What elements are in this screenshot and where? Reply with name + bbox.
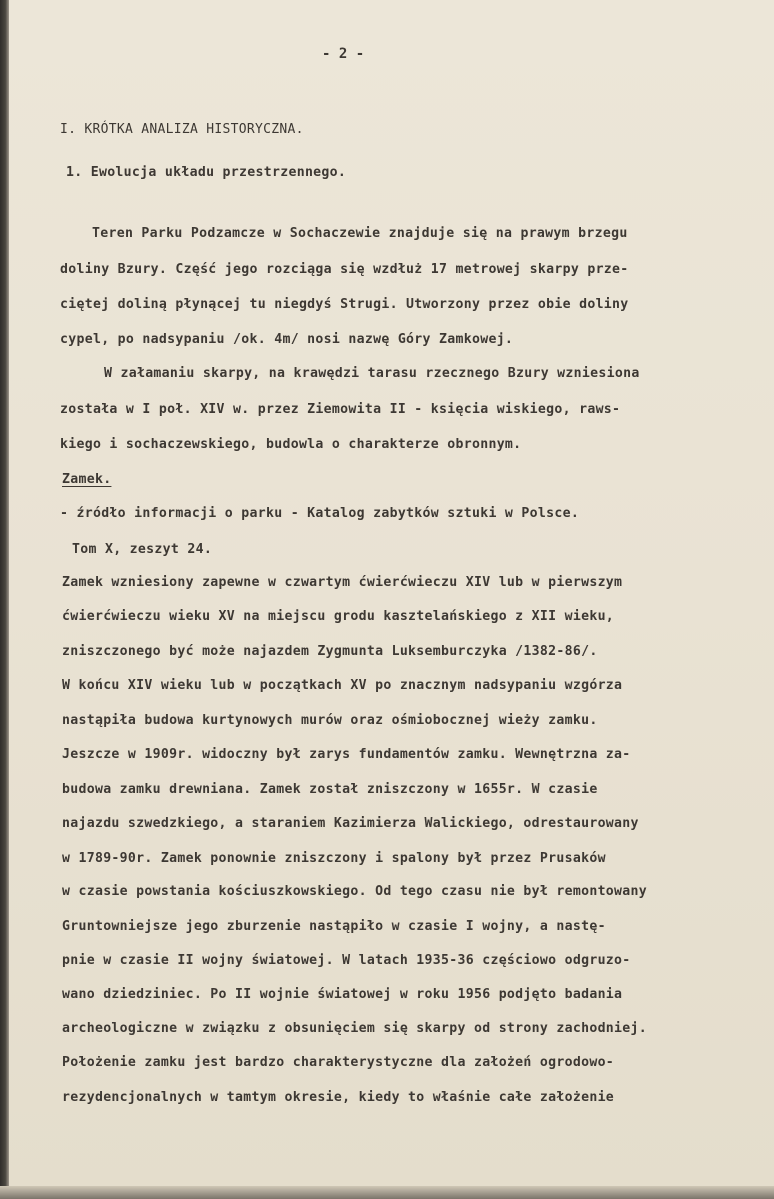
page-left-edge [0, 0, 9, 1199]
text-line: W załamaniu skarpy, na krawędzi tarasu rzecznego Bzury wzniesiona [104, 366, 640, 381]
text-line: pnie w czasie II wojny światowej. W latach 1935-36 częściowo odgruzo- [62, 953, 631, 968]
page-number: - 2 - [322, 46, 365, 62]
page-bottom-edge [0, 1186, 774, 1199]
text-line: Jeszcze w 1909r. widoczny był zarys fundamentów zamku. Wewnętrzna za- [62, 747, 631, 762]
text-line: w 1789-90r. Zamek ponownie zniszczony i spalony był przez Prusaków [62, 851, 606, 866]
text-line: doliny Bzury. Część jego rozciąga się wzdłuż 17 metrowej skarpy prze- [60, 262, 629, 277]
text-line: ćwierćwieczu wieku XV na miejscu grodu kasztelańskiego z XII wieku, [62, 609, 615, 624]
text-line: ciętej doliną płynącej tu niegdyś Strugi. Utworzony przez obie doliny [60, 297, 629, 312]
text-line: rezydencjonalnych w tamtym okresie, kiedy to właśnie całe założenie [62, 1090, 615, 1105]
text-line: Tom X, zeszyt 24. [72, 542, 213, 557]
text-line: wano dziedziniec. Po II wojnie światowej w roku 1956 podjęto badania [62, 987, 623, 1002]
text-line: Zamek wzniesiony zapewne w czwartym ćwierćwieczu XIV lub w pierwszym [62, 575, 623, 590]
subsection-heading: 1. Ewolucja układu przestrzennego. [66, 165, 347, 180]
text-line: budowa zamku drewniana. Zamek został zniszczony w 1655r. W czasie [62, 782, 598, 797]
text-line: zniszczonego być może najazdem Zygmunta Luksemburczyka /1382-86/. [62, 644, 598, 659]
text-line: najazdu szwedzkiego, a staraniem Kazimierza Walickiego, odrestaurowany [62, 816, 639, 831]
text-line: w czasie powstania kościuszkowskiego. Od tego czasu nie był remontowany [62, 884, 648, 899]
text-line: Położenie zamku jest bardzo charakterystyczne dla założeń ogrodowo- [62, 1055, 615, 1070]
text-line: cypel, po nadsypaniu /ok. 4m/ nosi nazwę Góry Zamkowej. [60, 332, 514, 347]
text-line: - źródło informacji o parku - Katalog zabytków sztuki w Polsce. [60, 506, 580, 521]
text-line: nastąpiła budowa kurtynowych murów oraz ośmiobocznej wieży zamku. [62, 713, 598, 728]
text-line: Gruntowniejsze jego zburzenie nastąpiło w czasie I wojny, a nastę- [62, 919, 606, 934]
text-line: kiego i sochaczewskiego, budowla o charakterze obronnym. [60, 437, 522, 452]
text-line: Teren Parku Podzamcze w Sochaczewie znajduje się na prawym brzegu [92, 226, 628, 241]
section-heading: I. KRÓTKA ANALIZA HISTORYCZNA. [60, 122, 304, 137]
text-line: została w I poł. XIV w. przez Ziemowita II - księcia wiskiego, raws- [60, 402, 621, 417]
zamek-heading: Zamek. [62, 472, 112, 487]
text-line: W końcu XIV wieku lub w początkach XV po znacznym nadsypaniu wzgórza [62, 678, 623, 693]
text-line: archeologiczne w związku z obsunięciem się skarpy od strony zachodniej. [62, 1021, 648, 1036]
